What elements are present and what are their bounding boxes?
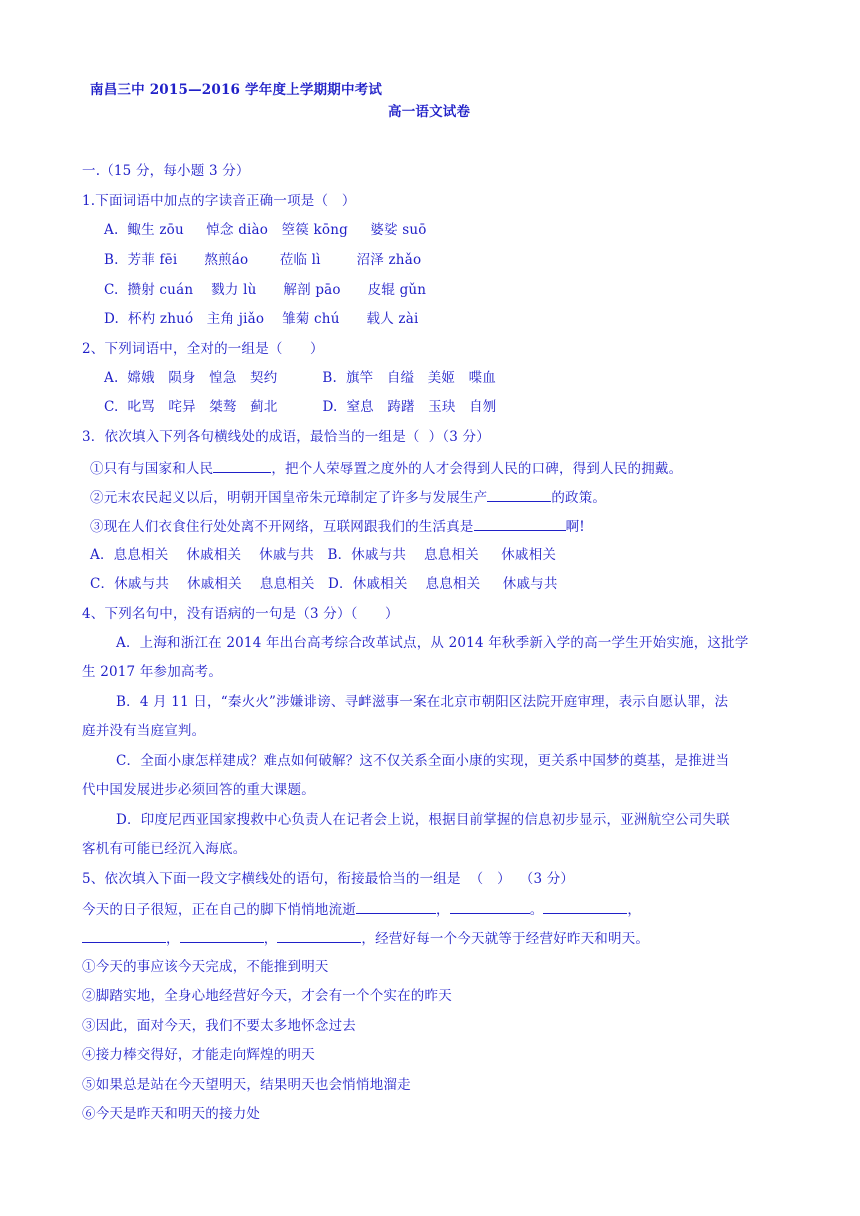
question-1-option-d: D. 杯杓 zhuó 主角 jiǎo 雏菊 chú 载人 zài xyxy=(104,311,419,327)
fill-blank xyxy=(277,928,361,943)
fill-blank xyxy=(474,516,566,531)
question-4-option-b-line2: 庭并没有当庭宣判。 xyxy=(82,723,206,739)
fill-blank xyxy=(450,899,530,914)
question-1-option-b: B. 芳菲 fēi 熬煎áo 莅临 lì 沼泽 zhǎo xyxy=(104,252,422,268)
question-4-option-a-line1: A．上海和浙江在 2014 年出台高考综合改革试点，从 2014 年秋季新入学的高一学生开始实施，这批学 xyxy=(116,635,749,651)
question-4-option-d-line2: 客机有可能已经沉入海底。 xyxy=(82,841,247,857)
separator: ， xyxy=(627,902,642,918)
sentence-2-before: ②元末农民起义以后，明朝开国皇帝朱元璋制定了许多与发展生产 xyxy=(90,490,488,506)
question-3-sentence-2 xyxy=(90,487,606,507)
question-5-paragraph-line1 xyxy=(82,899,641,919)
question-4-option-c-line2: 代中国发展进步必须回答的重大课题。 xyxy=(82,782,315,798)
paragraph-text: 今天的日子很短，正在自己的脚下悄悄地流逝 xyxy=(82,902,356,918)
paper-title: 高一语文试卷 xyxy=(388,104,471,120)
question-2-options-ab: A. 嫦娥 陨身 惶急 契约 B. 旗竿 自缢 美姬 喋血 xyxy=(104,370,496,386)
question-2-stem: 2、下列词语中，全对的一组是（ ） xyxy=(82,341,324,357)
question-4-option-c-line1: C．全面小康怎样建成？难点如何破解？这不仅关系全面小康的实现，更关系中国梦的奠基，是推进当 xyxy=(116,753,730,769)
question-3-sentence-3 xyxy=(90,516,585,536)
question-5-item: ②脚踏实地，全身心地经营好今天，才会有一个个实在的昨天 xyxy=(82,988,452,1004)
question-3-options-cd: C．休戚与共 休戚相关 息息相关 D．休戚相关 息息相关 休戚与共 xyxy=(90,576,558,592)
question-3-options-ab: A．息息相关 休戚相关 休戚与共 B．休戚与共 息息相关 休戚相关 xyxy=(90,547,557,563)
school-exam-title: 南昌三中 2015—2016 学年度上学期期中考试 xyxy=(90,82,383,98)
separator: 。 xyxy=(529,902,544,918)
fill-blank xyxy=(82,928,166,943)
fill-blank xyxy=(487,487,551,502)
question-5-item: ①今天的事应该今天完成，不能推到明天 xyxy=(82,959,329,975)
question-1-option-c: C. 攒射 cuán 戮力 lù 解剖 pāo 皮辊 gǔn xyxy=(104,282,427,298)
question-5-paragraph-line2 xyxy=(82,928,649,948)
question-4-stem: 4、下列名句中，没有语病的一句是（3 分）（ ） xyxy=(82,606,399,622)
fill-blank xyxy=(543,899,627,914)
question-5-item: ⑥今天是昨天和明天的接力处 xyxy=(82,1106,261,1122)
question-5-item: ⑤如果总是站在今天望明天，结果明天也会悄悄地溜走 xyxy=(82,1077,411,1093)
question-3-sentence-1 xyxy=(90,458,682,478)
fill-blank xyxy=(356,899,436,914)
question-3-stem: 3．依次填入下列各句横线处的成语，最恰当的一组是（ ）（3 分） xyxy=(82,429,490,445)
sentence-3-before: ③现在人们衣食住行处处离不开网络，互联网跟我们的生活真是 xyxy=(90,519,474,535)
section-heading: 一.（15 分，每小题 3 分） xyxy=(82,163,250,179)
question-5-item: ③因此，面对今天，我们不要太多地怀念过去 xyxy=(82,1018,356,1034)
question-2-options-cd: C. 叱骂 咤异 桀骜 蓟北 D. 窒息 踌躇 玉玦 自刎 xyxy=(104,399,497,415)
separator: ， xyxy=(263,931,278,947)
sentence-3-after: 啊! xyxy=(565,519,585,535)
sentence-1-before: ①只有与国家和人民 xyxy=(90,461,214,477)
separator: ， xyxy=(166,931,180,947)
question-1-stem: 1.下面词语中加点的字读音正确一项是（ ） xyxy=(82,193,356,209)
fill-blank xyxy=(213,458,271,473)
question-1-option-a: A. 鲰生 zōu 悼念 diào 箜篌 kōng 婆娑 suō xyxy=(104,222,427,238)
question-4-option-d-line1: D．印度尼西亚国家搜救中心负责人在记者会上说，根据目前掌握的信息初步显示，亚洲航空公司失联 xyxy=(116,812,730,828)
sentence-2-after: 的政策。 xyxy=(551,490,607,506)
question-4-option-a-line2: 生 2017 年参加高考。 xyxy=(82,664,223,680)
question-5-item: ④接力棒交得好，才能走向辉煌的明天 xyxy=(82,1047,315,1063)
separator: ， xyxy=(436,902,450,918)
question-5-stem: 5、依次填入下面一段文字横线处的语句，衔接最恰当的一组是 （ ） （3 分） xyxy=(82,871,575,887)
question-4-option-b-line1: B．4 月 11 日，“秦火火”涉嫌诽谤、寻衅滋事一案在北京市朝阳区法院开庭审理，表示自愿认罪，法 xyxy=(116,694,729,710)
fill-blank xyxy=(180,928,264,943)
paragraph-text: ，经营好每一个今天就等于经营好昨天和明天。 xyxy=(361,931,650,947)
sentence-1-after: ，把个人荣辱置之度外的人才会得到人民的口碑，得到人民的拥戴。 xyxy=(271,461,683,477)
